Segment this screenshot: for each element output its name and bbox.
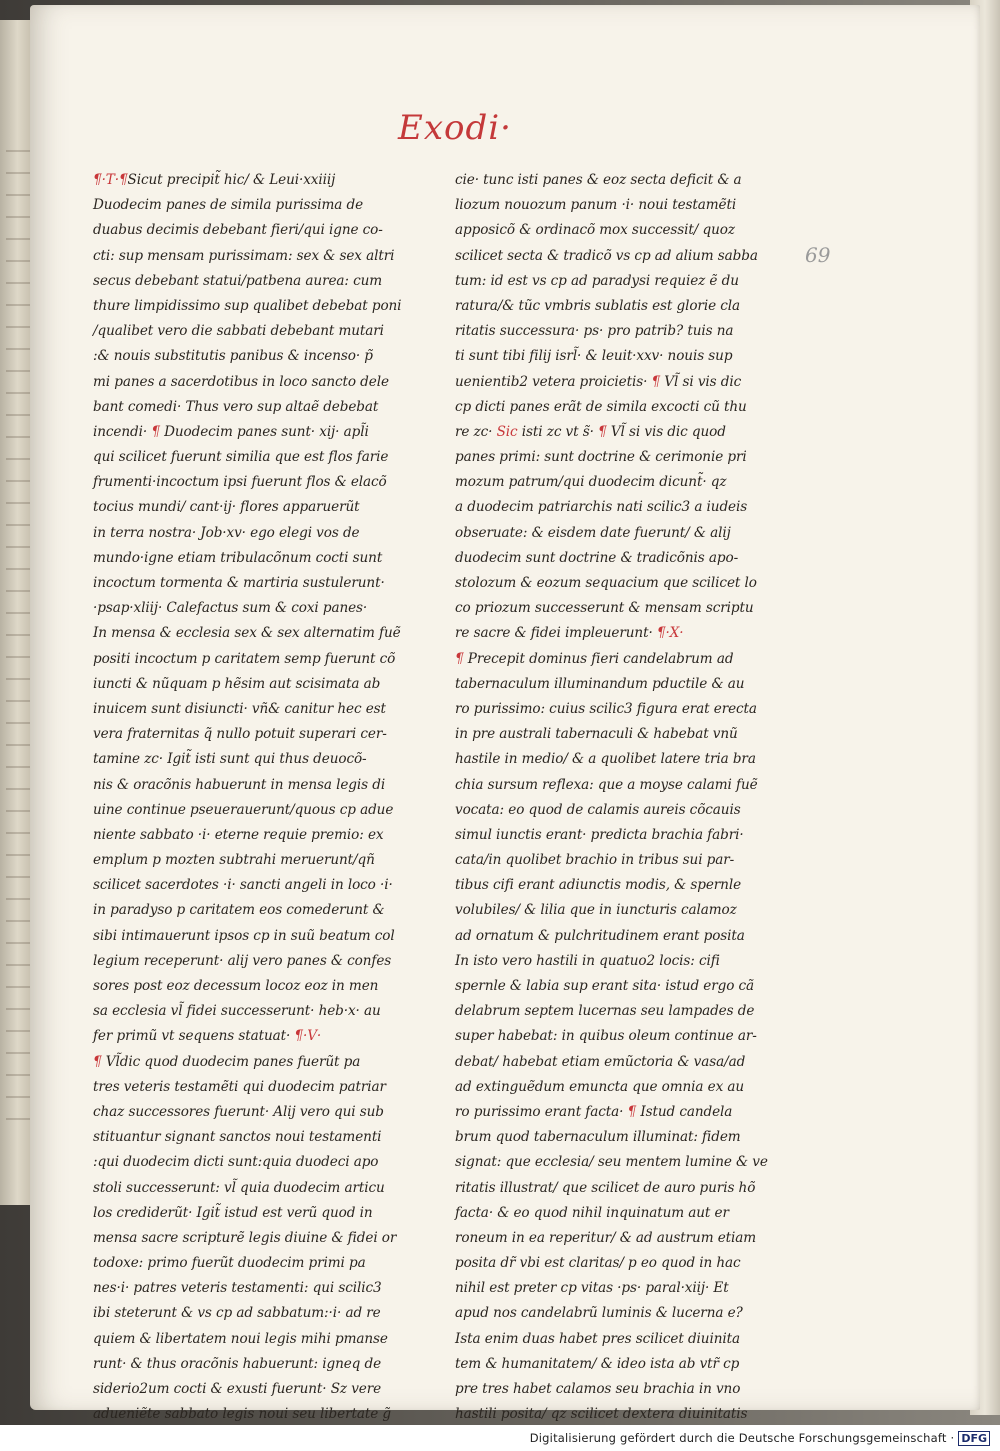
rubric-mark: ¶ [93, 1053, 102, 1070]
rubric-mark: ¶ [93, 172, 102, 188]
funding-credit: Digitalisierung gefördert durch die Deutsche Forschungsgemeinschaft · [529, 1431, 955, 1445]
text-line: simul iunctis erant· predicta brachia fabri· [455, 826, 744, 843]
text-line: posita dr̃ vbi est claritas/ p eo quod in hac [455, 1255, 741, 1272]
rubric-mark: Sic [496, 423, 518, 440]
text-line [93, 1024, 393, 1049]
text-line: hastili posita/ qz scilicet dextera diuinitatis [455, 1406, 748, 1423]
text-line: tum: id est vs cp ad paradysi requiez ẽ du [455, 272, 739, 289]
text-segment: incendi· [93, 423, 152, 440]
text-line: tres veteris testamẽti qui duodecim patriar [93, 1078, 386, 1095]
text-segment: fer primũ vt sequens statuat· [93, 1028, 295, 1045]
text-line: ritatis illustrat/ que scilicet de auro puris hõ [455, 1179, 756, 1196]
rubric-mark: ¶ [455, 650, 464, 667]
text-line: obseruate: & eisdem date fuerunt/ & alij [455, 524, 731, 541]
text-line: los crediderũt· Igit̃ istud est verũ quod in [93, 1204, 373, 1221]
text-line: ro purissimo: cuius scilic3 figura erat erecta [455, 700, 757, 717]
text-line: sibi intimauerunt ipsos cp in suũ beatum col [93, 927, 395, 944]
text-segment: uenientib2 vetera proicietis· [455, 373, 652, 390]
rubric-mark: ¶ [151, 423, 160, 440]
text-line: niente sabbato ·i· eterne requie premio: ex [93, 826, 384, 843]
text-line [93, 168, 393, 193]
text-line: in terra nostra· Job·xv· ego elegi vos de [93, 524, 360, 541]
text-line: hastile in medio/ & a quolibet latere tria bra [455, 751, 756, 768]
text-line: pre tres habet calamos seu brachia in vno [455, 1381, 741, 1397]
text-line: stoli successerunt: vl̃ quia duodecim articu [93, 1179, 385, 1196]
text-segment: Precepit dominus fieri candelabrum ad [463, 650, 734, 667]
text-line: incoctum tormenta & martiria sustulerunt· [93, 575, 385, 591]
text-segment: Vl̃ si vis dic [660, 373, 742, 390]
text-segment: Vl̃dic quod duodecim panes fuerũt pa [101, 1053, 361, 1070]
text-line: mi panes a sacerdotibus in loco sancto dele [93, 373, 389, 390]
text-segment: Sicut precipit̃ hic/ & Leui·xxiiij [127, 172, 336, 188]
text-line: uine continue pseuerauerunt/quous cp adue [93, 801, 394, 818]
text-line: cie· tunc isti panes & eoz secta deficit & a [455, 172, 742, 188]
left-text-column [93, 168, 402, 1427]
rubric-mark: ·X· [665, 625, 684, 642]
text-line: duabus decimis debebant fieri/qui igne co- [93, 222, 383, 239]
text-line: signat: que ecclesia/ seu mentem lumine & ve [455, 1154, 768, 1171]
text-line: nihil est preter cp vitas ·ps· paral·xiij· Et [455, 1280, 729, 1297]
text-line: debat/ habebat etiam emũctoria & vasa/ad [455, 1053, 746, 1070]
text-line: co priozum successerunt & mensam scriptu [455, 600, 754, 617]
text-line: In mensa & ecclesia sex & sex alternatim fuẽ [93, 625, 401, 642]
text-line: chia sursum reflexa: que a moyse calami fuẽ [455, 776, 758, 793]
text-segment: Duodecim panes sunt· xij· apl̃i [159, 423, 369, 440]
text-segment: Vl̃ si vis dic quod [606, 423, 726, 440]
rubric-mark: ·T· [101, 172, 119, 188]
text-line: ibi steterunt & vs cp ad sabbatum:·i· ad re [93, 1305, 381, 1322]
text-line: tocius mundi/ cant·ij· flores apparuerũt [93, 499, 360, 516]
text-line: cti: sup mensam purissimam: sex & sex altri [93, 247, 395, 264]
right-text-column [455, 168, 768, 1427]
text-line: mensa sacre scripturẽ legis diuine & fidei or [93, 1229, 397, 1246]
text-line: vocata: eo quod de calamis aureis cõcauis [455, 801, 741, 818]
text-line: tibus cifi erant adiunctis modis, & spernle [455, 877, 742, 894]
text-line: siderio2um cocti & exusti fuerunt· Sz vere [93, 1381, 382, 1397]
text-line: cp dicti panes erãt de simila excocti cũ thu [455, 398, 747, 415]
text-line: ad extinguẽdum emuncta que omnia ex au [455, 1078, 745, 1095]
text-line [455, 1100, 755, 1125]
text-line: vera fraternitas q̃ nullo potuit superari cer- [93, 726, 387, 743]
text-line: panes primi: sunt doctrine & cerimonie pri [455, 449, 747, 466]
text-line: stolozum & eozum sequacium que scilicet lo [455, 575, 757, 591]
footer-credit-bar [0, 1425, 1000, 1451]
text-line: Ista enim duas habet pres scilicet diuinita [455, 1330, 740, 1347]
rubric-mark: ¶ [651, 373, 661, 390]
text-line: scilicet sacerdotes ·i· sancti angeli in loco ·i· [93, 877, 393, 894]
text-line: volubiles/ & lilia que in iuncturis calamoz [455, 902, 737, 919]
text-line: in paradyso p caritatem eos comederunt & [93, 902, 385, 919]
text-line: ·psap·xliij· Calefactus sum & coxi panes· [93, 600, 368, 617]
text-line: mozum patrum/qui duodecim dicunt̃· qz [455, 474, 727, 491]
text-line: a duodecim patriarchis nati scilic3 a iudeis [455, 499, 748, 516]
rubric-mark: ¶ [598, 423, 607, 440]
text-line: facta· & eo quod nihil inquinatum aut er [455, 1204, 729, 1221]
text-segment: re sacre & fidei impleuerunt· [455, 625, 657, 642]
text-line: qui scilicet fuerunt similia que est flos farie [93, 449, 389, 466]
text-line: sa ecclesia vl̃ fidei successerunt· heb·x· au [93, 1003, 381, 1020]
text-line [455, 647, 755, 672]
text-segment: re zc· [455, 423, 497, 440]
text-line: ti sunt tibi filij isrl̃· & leuit·xxv· nouis sup [455, 348, 733, 365]
text-line: bant comedi· Thus vero sup altaẽ debebat [93, 398, 379, 415]
text-line: legium receperunt· alij vero panes & confes [93, 952, 392, 969]
dfg-logo: DFG [958, 1431, 990, 1446]
text-line: apposicõ & ordinacõ mox successit/ quoz [455, 222, 735, 239]
text-segment: Istud candela [636, 1103, 733, 1120]
rubric-mark: ¶ [294, 1028, 303, 1045]
text-line: Duodecim panes de simila purissima de [93, 197, 364, 214]
rubric-mark: ¶ [118, 172, 128, 188]
text-line: super habebat: in quibus oleum continue ar- [455, 1028, 757, 1045]
text-line: inuicem sunt disiuncti· vñ& canitur hec est [93, 700, 386, 717]
text-line: tem & humanitatem/ & ideo ista ab vtr̃ cp [455, 1355, 740, 1372]
text-line: emplum p mozten subtrahi meruerunt/qñ [93, 852, 375, 869]
text-line: ad ornatum & pulchritudinem erant posita [455, 927, 745, 944]
text-line: mundo·igne etiam tribulacõnum cocti sunt [93, 549, 383, 566]
text-line: stituantur signant sanctos noui testamenti [93, 1129, 382, 1146]
text-line: nes·i· patres veteris testamenti: qui scilic3 [93, 1280, 382, 1297]
text-line [455, 370, 755, 395]
text-line: ratura/& tũc vmbris sublatis est glorie cla [455, 297, 740, 314]
text-line: duodecim sunt doctrine & tradicõnis apo- [455, 549, 739, 566]
folio-number: 69 [805, 243, 831, 267]
text-line: liozum nouozum panum ·i· noui testamẽti [455, 197, 737, 214]
text-line [455, 621, 755, 646]
text-line: tamine zc· Igit̃ isti sunt qui thus deuocõ- [93, 751, 367, 768]
text-line: chaz successores fuerunt· Alij vero qui sub [93, 1103, 384, 1120]
text-line: positi incoctum p caritatem semp fuerunt cõ [93, 650, 396, 667]
page-heading: Exodi· [398, 108, 512, 148]
text-line: iuncti & nũquam p hẽsim aut scisimata ab [93, 675, 381, 692]
text-line: ritatis successura· ps· pro patrib? tuis na [455, 323, 734, 340]
text-line: quiem & libertatem noui legis mihi pmanse [93, 1330, 388, 1347]
text-line: thure limpidissimo sup qualibet debebat poni [93, 297, 402, 314]
text-line: nis & oracõnis habuerunt in mensa legis di [93, 776, 386, 793]
text-line: brum quod tabernaculum illuminat: fidem [455, 1129, 741, 1146]
text-line [93, 420, 393, 445]
text-line: /qualibet vero die sabbati debebant mutari [93, 323, 384, 340]
text-line: :& nouis substitutis panibus & incenso· p̃ [93, 348, 373, 365]
rubric-mark: ¶ [627, 1103, 637, 1120]
text-line: runt· & thus oracõnis habuerunt: igneq de [93, 1355, 382, 1372]
text-line: todoxe: primo fuerũt duodecim primi pa [93, 1255, 366, 1272]
text-line [93, 1050, 393, 1075]
text-line: adueniẽte sabbato legis noui seu libertate g̃ [93, 1406, 391, 1423]
text-line: roneum in ea reperitur/ & ad austrum etiam [455, 1229, 757, 1246]
text-line: frumenti·incoctum ipsi fuerunt flos & elacõ [93, 474, 387, 491]
text-line: sores post eoz decessum locoz eoz in men [93, 978, 379, 994]
text-line: cata/in quolibet brachio in tribus sui par- [455, 852, 735, 869]
text-line: delabrum septem lucernas seu lampades de [455, 1003, 755, 1020]
text-line: :qui duodecim dicti sunt:quia duodeci apo [93, 1154, 379, 1171]
text-line: In isto vero hastili in quatuo2 locis: cifi [455, 952, 720, 969]
text-line: in pre australi tabernaculi & habebat vnũ [455, 726, 738, 743]
text-segment: isti zc vt s̃· [517, 423, 599, 440]
text-line [455, 420, 755, 445]
rubric-mark: ·V· [302, 1028, 322, 1045]
text-line: tabernaculum illuminandum pductile & au [455, 675, 745, 692]
text-line: scilicet secta & tradicõ vs cp ad alium sabba [455, 247, 758, 264]
rubric-mark: ¶ [656, 625, 666, 642]
text-line: apud nos candelabrũ luminis & lucerna e? [455, 1305, 743, 1322]
text-line: secus debebant statui/patbena aurea: cum [93, 272, 383, 289]
text-line: spernle & labia sup erant sita· istud ergo cã [455, 978, 755, 994]
text-segment: ro purissimo erant facta· [455, 1103, 628, 1120]
